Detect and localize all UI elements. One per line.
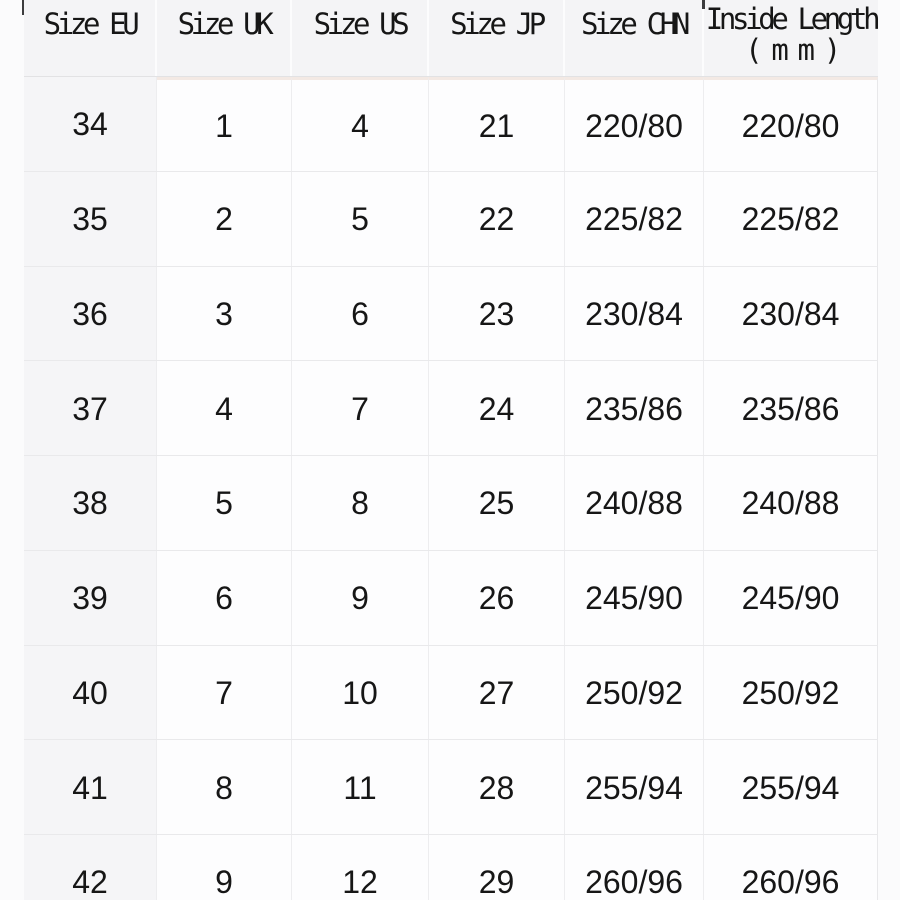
cell-inside-length: 230/84 [704, 267, 878, 361]
table-row [24, 835, 878, 900]
cell-chn: 250/92 [565, 646, 704, 740]
header-label: Size EU [43, 7, 136, 41]
cell-uk: 1 [157, 77, 292, 171]
cell-inside-length: 260/96 [704, 835, 878, 900]
cell-uk: 3 [157, 267, 292, 361]
table-row [24, 77, 878, 172]
header-label-line2: ( m m ) [745, 32, 837, 67]
cell-jp: 28 [429, 740, 565, 834]
cell-eu: 34 [24, 77, 157, 171]
header-size-us [292, 0, 429, 76]
size-conversion-table [24, 0, 878, 900]
cell-jp: 23 [429, 267, 565, 361]
cell-us: 9 [292, 551, 429, 645]
header-inside-length [704, 0, 878, 76]
cell-eu: 39 [24, 551, 157, 645]
header-size-chn [565, 0, 704, 76]
table-row [24, 172, 878, 267]
cell-chn: 230/84 [565, 267, 704, 361]
cell-inside-length: 235/86 [704, 361, 878, 455]
cell-inside-length: 245/90 [704, 551, 878, 645]
cell-inside-length: 225/82 [704, 172, 878, 266]
table-row [24, 740, 878, 835]
cell-eu: 35 [24, 172, 157, 266]
header-size-eu [24, 0, 157, 76]
cell-eu: 40 [24, 646, 157, 740]
header-size-jp [429, 0, 565, 76]
cell-jp: 29 [429, 835, 565, 900]
cell-chn: 225/82 [565, 172, 704, 266]
table-row [24, 456, 878, 551]
table-header-row [24, 0, 878, 77]
header-label: Size UK [177, 7, 270, 41]
cell-chn: 260/96 [565, 835, 704, 900]
header-label-line1: Inside Length [705, 1, 877, 36]
cell-chn: 255/94 [565, 740, 704, 834]
cell-us: 7 [292, 361, 429, 455]
cell-us: 12 [292, 835, 429, 900]
cell-inside-length: 220/80 [704, 77, 878, 171]
cell-eu: 38 [24, 456, 157, 550]
cell-eu: 42 [24, 835, 157, 900]
cell-inside-length: 240/88 [704, 456, 878, 550]
cell-us: 11 [292, 740, 429, 834]
cropped-border-remnant-middle [702, 0, 705, 9]
cell-us: 8 [292, 456, 429, 550]
header-size-uk [157, 0, 292, 76]
cell-jp: 22 [429, 172, 565, 266]
cell-us: 10 [292, 646, 429, 740]
table-row [24, 267, 878, 362]
cell-uk: 6 [157, 551, 292, 645]
cell-chn: 245/90 [565, 551, 704, 645]
cell-jp: 24 [429, 361, 565, 455]
cell-eu: 41 [24, 740, 157, 834]
cell-us: 4 [292, 77, 429, 171]
cell-jp: 21 [429, 77, 565, 171]
cell-uk: 9 [157, 835, 292, 900]
cell-jp: 26 [429, 551, 565, 645]
cell-eu: 36 [24, 267, 157, 361]
header-label: Size US [313, 7, 406, 41]
cell-uk: 8 [157, 740, 292, 834]
cell-chn: 220/80 [565, 77, 704, 171]
cell-uk: 7 [157, 646, 292, 740]
header-label: Size CHN [581, 7, 686, 41]
table-row [24, 551, 878, 646]
cell-us: 5 [292, 172, 429, 266]
cell-uk: 2 [157, 172, 292, 266]
cell-jp: 25 [429, 456, 565, 550]
cell-us: 6 [292, 267, 429, 361]
cell-uk: 4 [157, 361, 292, 455]
cell-inside-length: 255/94 [704, 740, 878, 834]
cell-jp: 27 [429, 646, 565, 740]
cell-chn: 240/88 [565, 456, 704, 550]
header-label: Size JP [450, 7, 542, 41]
table-row [24, 361, 878, 456]
cropped-border-remnant-left [22, 0, 24, 15]
cell-inside-length: 250/92 [704, 646, 878, 740]
cell-uk: 5 [157, 456, 292, 550]
cell-eu: 37 [24, 361, 157, 455]
cell-chn: 235/86 [565, 361, 704, 455]
table-body [24, 77, 878, 900]
table-row [24, 646, 878, 741]
